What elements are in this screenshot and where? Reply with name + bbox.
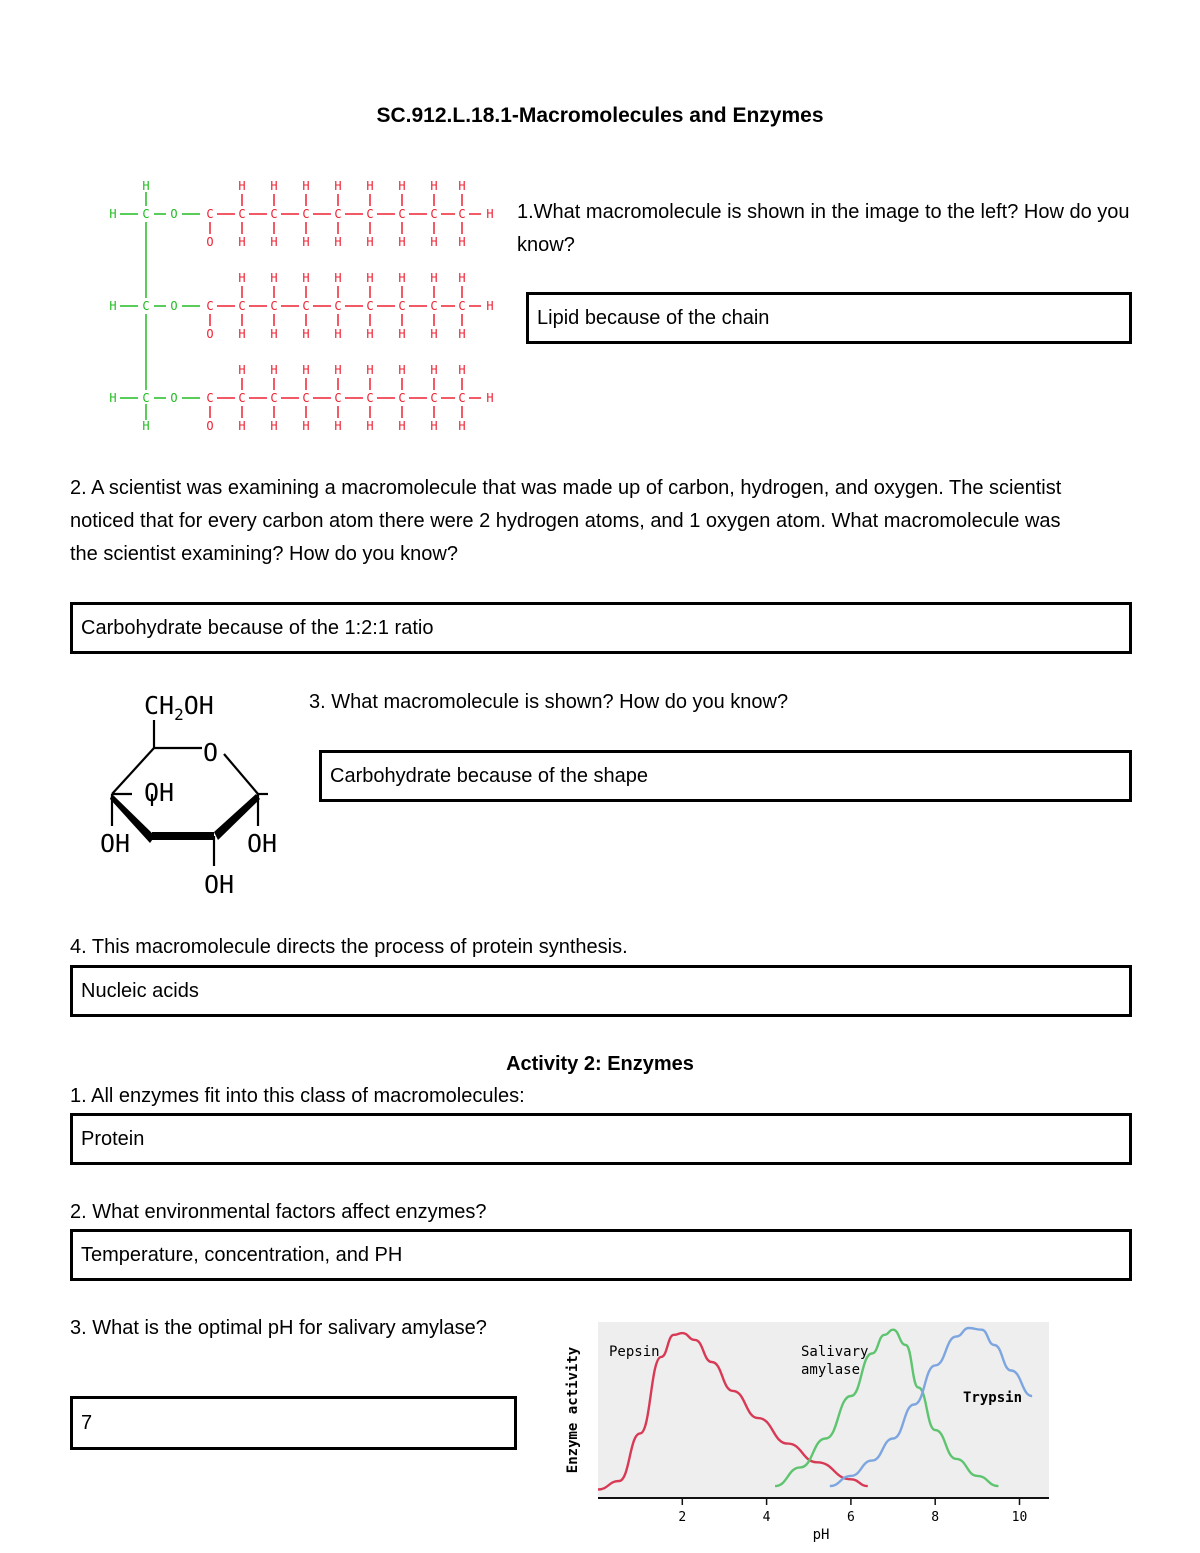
chain-h-atom: H: [302, 235, 310, 249]
x-tick-label: 4: [762, 1510, 771, 1525]
chain-h-atom: H: [430, 235, 438, 249]
chain-c-atom: C: [334, 207, 342, 221]
glycerol-h-atom: H: [109, 207, 117, 221]
chain-c-atom: C: [430, 207, 438, 221]
chain-h-atom: H: [366, 179, 374, 193]
chain-c-atom: C: [206, 207, 214, 221]
oh-label-c4: OH: [144, 778, 175, 807]
chain-h-atom: H: [270, 235, 278, 249]
chain-c-atom: C: [206, 299, 214, 313]
glycerol-c-atom: C: [142, 207, 150, 221]
chain-c-atom: C: [270, 207, 278, 221]
chain-end-h-atom: H: [486, 207, 494, 221]
chain-c-atom: C: [398, 207, 406, 221]
chain-h-atom: H: [398, 271, 406, 285]
activity-2-question-2: 2. What environmental factors affect enzymes?: [70, 1201, 487, 1223]
chain-h-atom: H: [398, 419, 406, 433]
chain-h-atom: H: [270, 327, 278, 341]
chain-h-atom: H: [270, 271, 278, 285]
chain-h-atom: H: [458, 271, 466, 285]
chain-c-atom: C: [238, 207, 246, 221]
chain-h-atom: H: [302, 179, 310, 193]
chain-h-atom: H: [302, 419, 310, 433]
chain-h-atom: H: [270, 419, 278, 433]
chain-c-atom: C: [206, 391, 214, 405]
chain-h-atom: H: [238, 179, 246, 193]
chain-h-atom: H: [238, 271, 246, 285]
chain-h-atom: H: [366, 419, 374, 433]
question-3: 3. What macromolecule is shown? How do you know?: [309, 691, 789, 713]
chain-h-atom: H: [398, 327, 406, 341]
oh-label-c3: OH: [100, 829, 131, 858]
chain-c-atom: C: [334, 299, 342, 313]
chain-h-atom: H: [334, 179, 342, 193]
chain-end-h-atom: H: [486, 299, 494, 313]
chain-h-atom: H: [238, 363, 246, 377]
chain-c-atom: C: [238, 391, 246, 405]
chain-c-atom: C: [366, 391, 374, 405]
activity-2-answer-box-2[interactable]: Temperature, concentration, and PH: [70, 1229, 1132, 1281]
chain-c-atom: C: [270, 299, 278, 313]
chain-h-atom: H: [366, 327, 374, 341]
chain-h-atom: H: [334, 327, 342, 341]
chain-h-atom: H: [430, 327, 438, 341]
oh-label-c1: OH: [247, 829, 278, 858]
glycerol-o-atom: O: [170, 207, 178, 221]
enzyme-activity-chart: [555, 1318, 1055, 1548]
activity-2-answer-box-3[interactable]: 7: [70, 1396, 517, 1450]
chain-c-atom: C: [458, 391, 466, 405]
chain-h-atom: H: [302, 271, 310, 285]
chain-c-atom: C: [366, 207, 374, 221]
glycerol-backbone: [109, 179, 200, 433]
chart-y-label: Enzyme activity: [565, 1346, 581, 1474]
chain-c-atom: C: [366, 299, 374, 313]
chain-h-atom: H: [238, 419, 246, 433]
chain-c-atom: C: [270, 391, 278, 405]
x-tick-label: 6: [846, 1510, 855, 1525]
fatty-acid-chains: [206, 179, 493, 433]
answer-box-1[interactable]: Lipid because of the chain: [526, 292, 1132, 344]
chain-c-atom: C: [334, 391, 342, 405]
chain-h-atom: H: [458, 419, 466, 433]
chain-h-atom: H: [430, 179, 438, 193]
chain-h-atom: H: [238, 235, 246, 249]
activity-2-answer-box-1[interactable]: Protein: [70, 1113, 1132, 1165]
answer-box-3[interactable]: Carbohydrate because of the shape: [319, 750, 1132, 802]
chain-h-atom: H: [430, 419, 438, 433]
chain-c-atom: C: [238, 299, 246, 313]
chain-c-atom: C: [398, 391, 406, 405]
chain-h-atom: H: [302, 363, 310, 377]
chain-h-atom: H: [458, 327, 466, 341]
oh-label-c2: OH: [204, 870, 235, 899]
lipid-structure-diagram: [100, 170, 520, 440]
chain-c-atom: C: [302, 391, 310, 405]
chain-h-atom: H: [458, 235, 466, 249]
chain-c-atom: C: [458, 207, 466, 221]
glycerol-c-atom: C: [142, 299, 150, 313]
chain-h-atom: H: [334, 419, 342, 433]
glycerol-h-atom: H: [109, 391, 117, 405]
glycerol-o-atom: O: [170, 299, 178, 313]
chain-h-atom: H: [302, 327, 310, 341]
activity-2-heading: Activity 2: Enzymes: [506, 1053, 694, 1075]
chain-h-atom: H: [398, 235, 406, 249]
chain-h-atom: H: [430, 363, 438, 377]
chain-h-atom: H: [398, 179, 406, 193]
answer-box-4[interactable]: Nucleic acids: [70, 965, 1132, 1017]
legend-label-pepsin: Pepsin: [609, 1344, 660, 1360]
x-tick-label: 10: [1011, 1510, 1028, 1525]
page-title: SC.912.L.18.1-Macromolecules and Enzymes: [376, 104, 824, 127]
activity-2-question-3: 3. What is the optimal pH for salivary amylase?: [70, 1317, 487, 1339]
x-tick-label: 2: [678, 1510, 687, 1525]
legend-label-trypsin: Trypsin: [963, 1390, 1023, 1406]
chain-h-atom: H: [458, 363, 466, 377]
chain-c-atom: C: [302, 207, 310, 221]
chain-h-atom: H: [270, 179, 278, 193]
chain-h-atom: H: [366, 271, 374, 285]
chain-h-atom: H: [334, 363, 342, 377]
x-tick-label: 8: [931, 1510, 940, 1525]
chain-end-h-atom: H: [486, 391, 494, 405]
chain-h-atom: H: [238, 327, 246, 341]
chain-o-atom: O: [206, 327, 214, 341]
chain-c-atom: C: [430, 299, 438, 313]
chain-h-atom: H: [270, 363, 278, 377]
question-4: 4. This macromolecule directs the process of protein synthesis.: [70, 936, 628, 958]
chain-h-atom: H: [366, 363, 374, 377]
answer-box-2[interactable]: Carbohydrate because of the 1:2:1 ratio: [70, 602, 1132, 654]
glycerol-top-h-atom: H: [142, 179, 150, 193]
chain-c-atom: C: [458, 299, 466, 313]
legend-label-salivary-amylase: Salivary amylase: [801, 1344, 869, 1378]
question-2: 2. A scientist was examining a macromolecule that was made up of carbon, hydrogen, and oxygen. The scientist noticed that for every carbon atom there were 2 hydrogen atoms, and 1 oxygen atom. What macromolecule was the scientist examining? How do you know?: [70, 477, 1062, 565]
chain-h-atom: H: [366, 235, 374, 249]
chain-h-atom: H: [398, 363, 406, 377]
chain-h-atom: H: [334, 235, 342, 249]
chain-o-atom: O: [206, 235, 214, 249]
activity-2-question-1: 1. All enzymes fit into this class of macromolecules:: [70, 1085, 525, 1107]
question-1: 1.What macromolecule is shown in the image to the left? How do you know?: [517, 201, 1130, 256]
chain-h-atom: H: [334, 271, 342, 285]
chain-h-atom: H: [430, 271, 438, 285]
chain-c-atom: C: [398, 299, 406, 313]
glycerol-c-atom: C: [142, 391, 150, 405]
ring-oxygen-label: O: [203, 738, 219, 767]
chain-h-atom: H: [458, 179, 466, 193]
chain-c-atom: C: [302, 299, 310, 313]
chart-x-label: pH: [812, 1527, 830, 1543]
glycerol-bottom-h-atom: H: [142, 419, 150, 433]
glycerol-h-atom: H: [109, 299, 117, 313]
glucose-ring-diagram: [90, 686, 320, 901]
chain-c-atom: C: [430, 391, 438, 405]
ch2oh-label: $CH_2OH$: [144, 691, 214, 724]
chain-o-atom: O: [206, 419, 214, 433]
glycerol-o-atom: O: [170, 391, 178, 405]
